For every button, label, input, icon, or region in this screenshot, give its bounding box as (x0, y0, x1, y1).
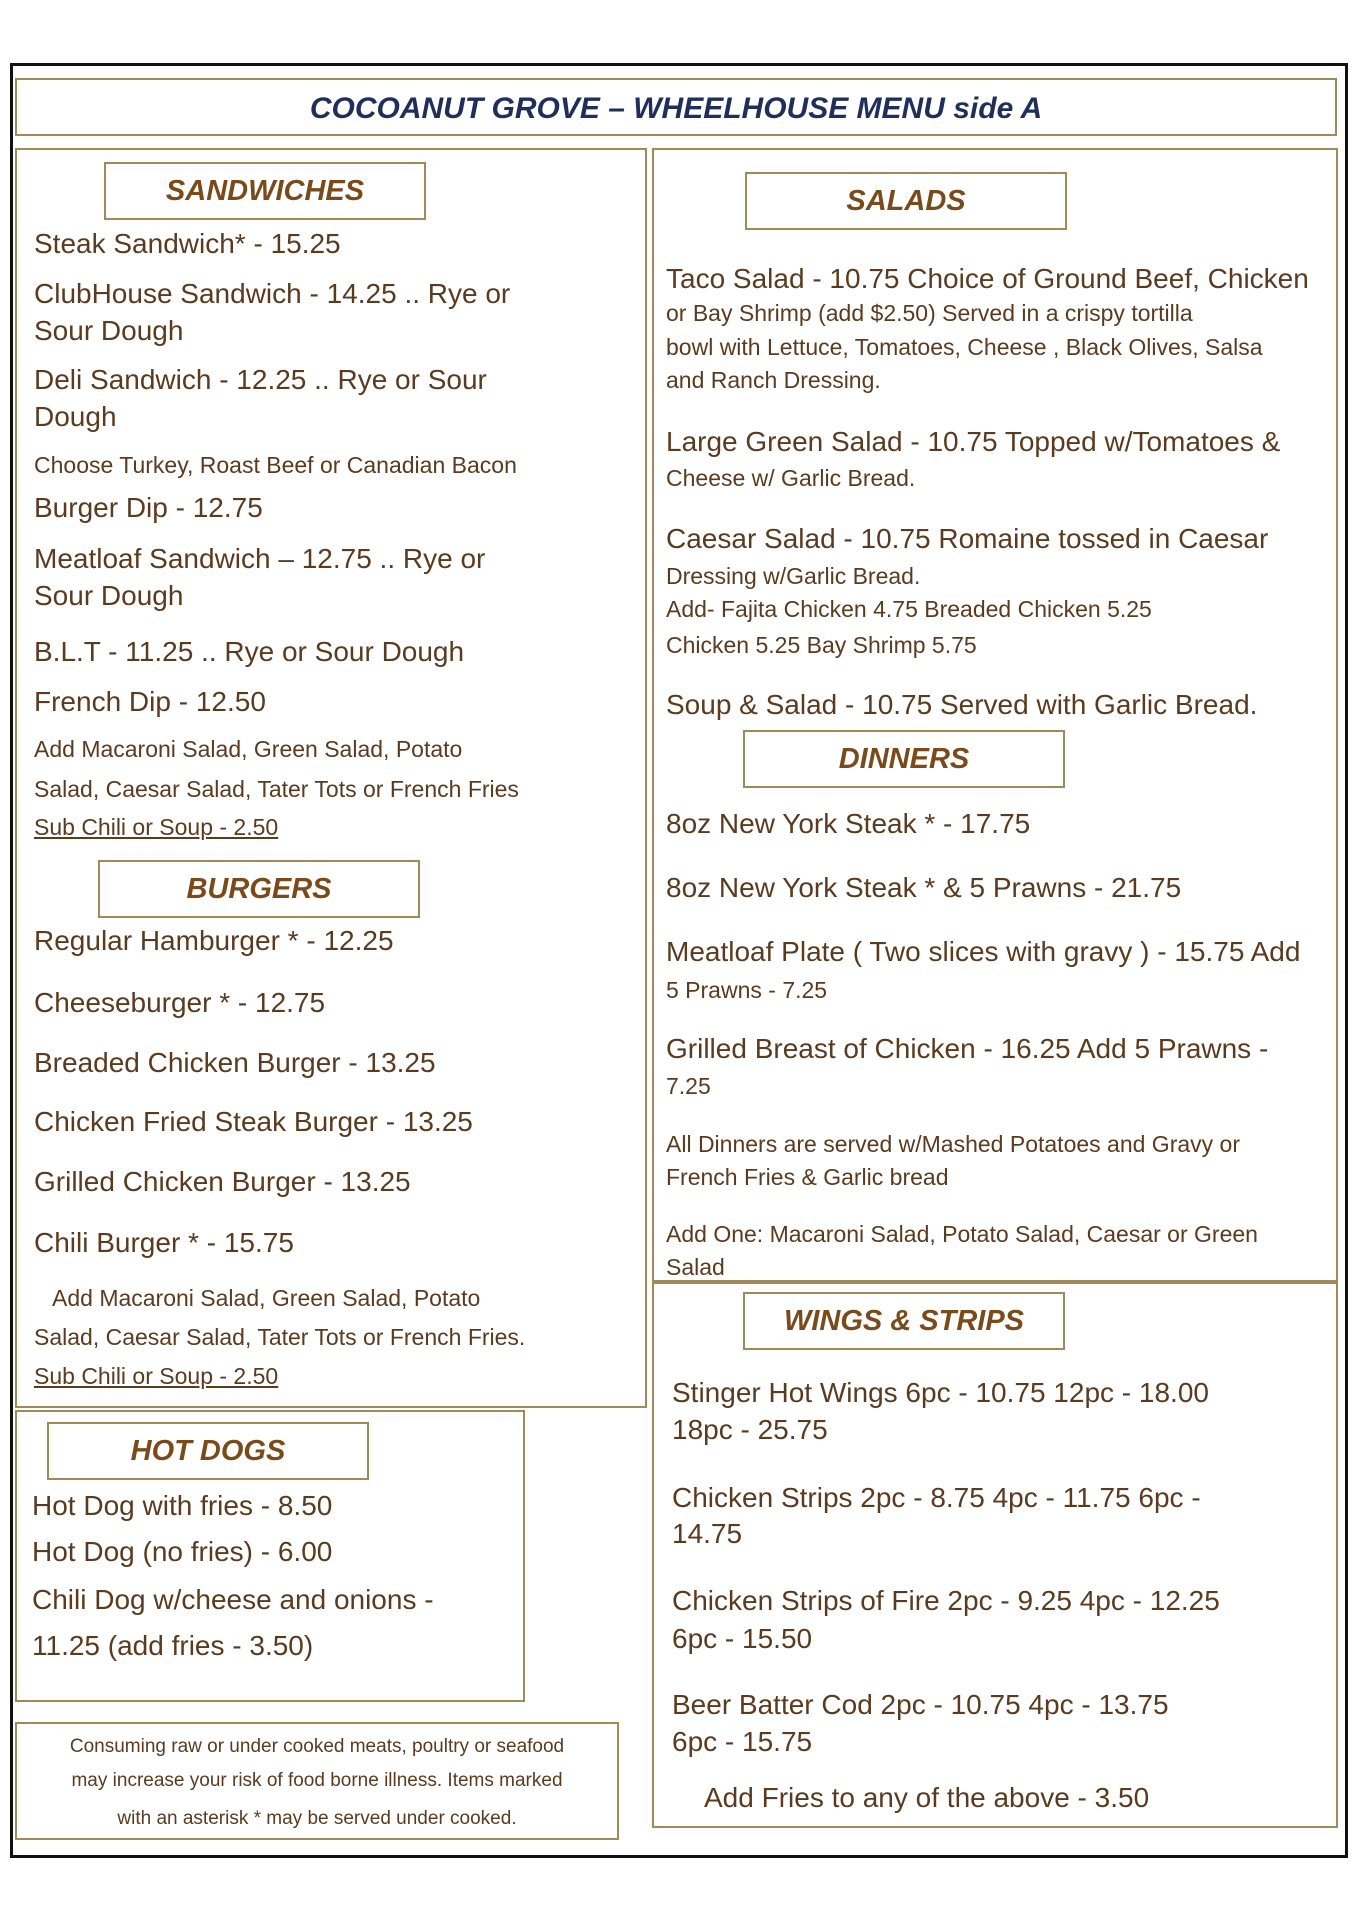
menu-item: Meatloaf Sandwich – 12.75 .. Rye or (34, 543, 486, 574)
menu-item: Large Green Salad - 10.75 Topped w/Tomatoes & (666, 426, 1281, 457)
menu-item: Burger Dip - 12.75 (34, 492, 263, 523)
hot-dogs-header: HOT DOGS (47, 1422, 369, 1480)
menu-item-continued: Sour Dough (34, 315, 184, 346)
menu-item: Hot Dog with fries - 8.50 (32, 1490, 333, 1521)
disclaimer-line: Consuming raw or under cooked meats, poultry or seafood (69, 1736, 565, 1757)
salads-header: SALADS (745, 172, 1067, 230)
menu-item: Soup & Salad - 10.75 Served with Garlic Bread. (666, 689, 1258, 720)
menu-item: Hot Dog (no fries) - 6.00 (32, 1536, 333, 1567)
menu-item: ClubHouse Sandwich - 14.25 .. Rye or (34, 278, 511, 309)
disclaimer-box (15, 1722, 619, 1840)
menu-item-continued: 11.25 (add fries - 3.50) (32, 1630, 314, 1661)
menu-item: French Dip - 12.50 (34, 686, 266, 717)
page-title: COCOANUT GROVE – WHEELHOUSE MENU side A (309, 92, 1043, 125)
menu-item: Chili Dog w/cheese and onions - (32, 1584, 434, 1615)
menu-note: Salad, Caesar Salad, Tater Tots or French Fries. (34, 1324, 526, 1350)
menu-item: B.L.T - 11.25 .. Rye or Sour Dough (34, 636, 465, 667)
menu-item: Beer Batter Cod 2pc - 10.75 4pc - 13.75 (672, 1689, 1169, 1720)
menu-note: Salad, Caesar Salad, Tater Tots or French Fries (34, 776, 519, 802)
menu-description: bowl with Lettuce, Tomatoes, Cheese , Black Olives, Salsa (666, 334, 1263, 360)
disclaimer-line: may increase your risk of food borne illness. Items marked (71, 1770, 563, 1791)
burgers-header: BURGERS (98, 860, 420, 918)
menu-item: Chicken Fried Steak Burger - 13.25 (34, 1106, 473, 1137)
disclaimer-line: with an asterisk * may be served under cooked. (117, 1808, 517, 1829)
menu-item: Cheeseburger * - 12.75 (34, 987, 326, 1018)
menu-note: Add Macaroni Salad, Green Salad, Potato (52, 1285, 481, 1311)
menu-note: Salad (666, 1254, 725, 1280)
menu-description: Chicken 5.25 Bay Shrimp 5.75 (666, 632, 977, 658)
menu-item: Chicken Strips of Fire 2pc - 9.25 4pc - 12.25 (672, 1585, 1220, 1616)
menu-item-continued: 14.75 (672, 1518, 743, 1549)
menu-description: or Bay Shrimp (add $2.50) Served in a crispy tortilla (666, 300, 1193, 326)
wings-header: WINGS & STRIPS (743, 1292, 1065, 1350)
menu-item: Meatloaf Plate ( Two slices with gravy ) - 15.75 Add (666, 936, 1301, 967)
menu-item-continued: 18pc - 25.75 (672, 1414, 828, 1445)
menu-item: Taco Salad - 10.75 Choice of Ground Beef, Chicken (666, 263, 1309, 294)
menu-item: Breaded Chicken Burger - 13.25 (34, 1047, 436, 1078)
menu-item: Stinger Hot Wings 6pc - 10.75 12pc - 18.00 (672, 1377, 1209, 1408)
dinners-header: DINNERS (743, 730, 1065, 788)
menu-item-continued: 6pc - 15.75 (672, 1726, 813, 1757)
menu-note: Add One: Macaroni Salad, Potato Salad, Caesar or Green (666, 1221, 1258, 1247)
menu-note: Add Macaroni Salad, Green Salad, Potato (34, 736, 463, 762)
menu-item: Deli Sandwich - 12.25 .. Rye or Sour (34, 364, 487, 395)
sandwiches-header: SANDWICHES (104, 162, 426, 220)
menu-item: Regular Hamburger * - 12.25 (34, 925, 394, 956)
menu-item-continued: 7.25 (666, 1073, 711, 1099)
title-box (15, 78, 1337, 136)
menu-item-continued: 6pc - 15.50 (672, 1623, 813, 1654)
menu-description: Add- Fajita Chicken 4.75 Breaded Chicken 5.25 (666, 596, 1152, 622)
menu-note: Add Fries to any of the above - 3.50 (704, 1782, 1150, 1813)
menu-item: Chicken Strips 2pc - 8.75 4pc - 11.75 6pc - (672, 1482, 1201, 1513)
menu-item-continued: 5 Prawns - 7.25 (666, 977, 828, 1003)
menu-item-continued: Dough (34, 401, 117, 432)
menu-item: 8oz New York Steak * & 5 Prawns - 21.75 (666, 872, 1182, 903)
menu-item: 8oz New York Steak * - 17.75 (666, 808, 1031, 839)
menu-note: French Fries & Garlic bread (666, 1164, 949, 1190)
menu-description: Cheese w/ Garlic Bread. (666, 465, 916, 491)
menu-description: Dressing w/Garlic Bread. (666, 563, 921, 589)
menu-note-sub: Sub Chili or Soup - 2.50 (34, 1363, 279, 1389)
menu-item: Grilled Chicken Burger - 13.25 (34, 1166, 411, 1197)
menu-item-continued: Sour Dough (34, 580, 184, 611)
menu-item: Steak Sandwich* - 15.25 (34, 228, 341, 259)
menu-note: All Dinners are served w/Mashed Potatoes and Gravy or (666, 1131, 1240, 1157)
menu-item: Grilled Breast of Chicken - 16.25 Add 5 Prawns - (666, 1033, 1269, 1064)
menu-note-sub: Sub Chili or Soup - 2.50 (34, 814, 279, 840)
menu-description: and Ranch Dressing. (666, 367, 881, 393)
menu-item: Caesar Salad - 10.75 Romaine tossed in Caesar (666, 523, 1269, 554)
menu-item: Chili Burger * - 15.75 (34, 1227, 294, 1258)
menu-note: Choose Turkey, Roast Beef or Canadian Bacon (34, 452, 517, 478)
